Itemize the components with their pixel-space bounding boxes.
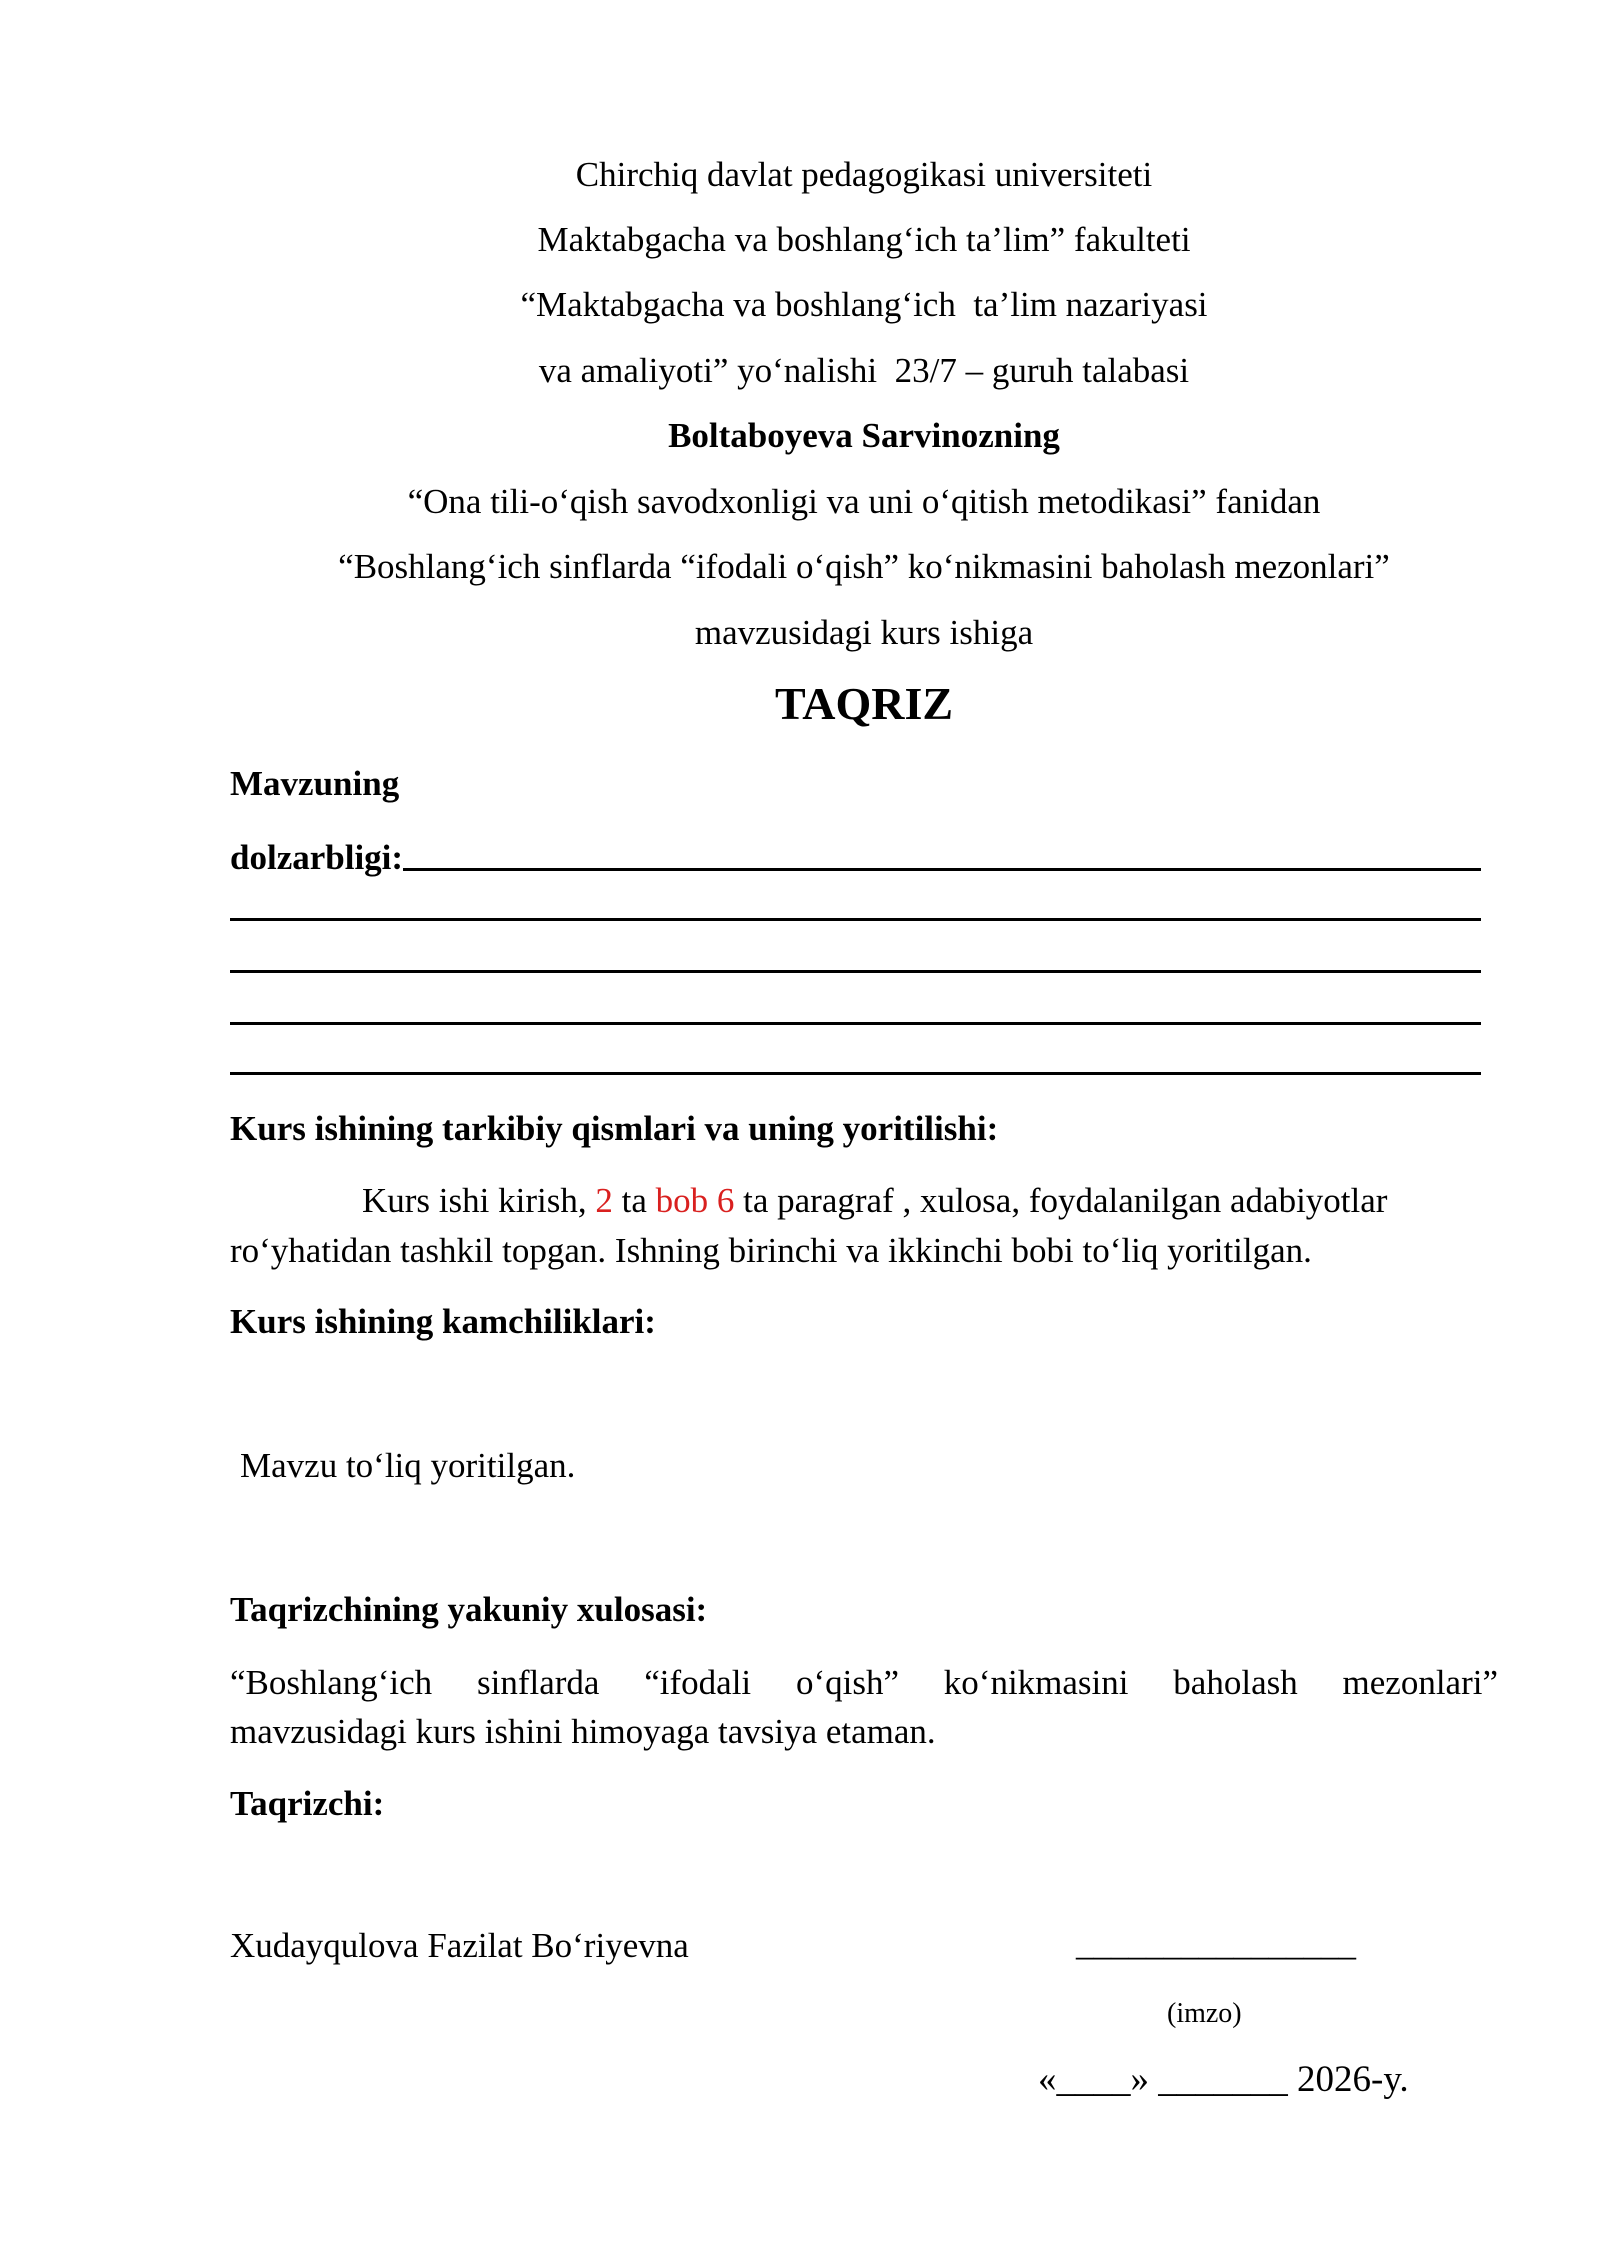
student-name: Boltaboyeva Sarvinozning xyxy=(668,416,1060,455)
signature-blank: ________________ xyxy=(1076,1924,1356,1963)
relevance-row xyxy=(230,835,1481,881)
topic-title: “Boshlang‘ich sinflarda “ifodali o‘qish” ko‘nikmasini baholash mezonlari” xyxy=(338,547,1390,586)
reviewer-name: Xudayqulova Fazilat Bo‘riyevna xyxy=(230,1926,689,1965)
program-name-line2: va amaliyoti” yo‘nalishi 23/7 – guruh talabasi xyxy=(538,351,1190,390)
conclusion-line2: mavzusidagi kurs ishini himoyaga tavsiya etaman. xyxy=(230,1712,936,1751)
relevance-label-line1: Mavzuning xyxy=(230,764,400,803)
review-date: «____» _______ 2026-y. xyxy=(1038,2059,1409,2100)
structure-text: Kurs ishi kirish, xyxy=(362,1181,596,1220)
chapter-paragraph-highlight: bob 6 xyxy=(655,1181,735,1220)
shortcomings-heading: Kurs ishining kamchiliklari: xyxy=(230,1302,656,1341)
conclusion-heading: Taqrizchining yakuniy xulosasi: xyxy=(230,1590,708,1629)
chapter-count-highlight: 2 xyxy=(595,1181,613,1220)
conclusion-line1: “Boshlang‘ich sinflarda “ifodali o‘qish” ko‘nikmasini baholash mezonlari” xyxy=(230,1663,1498,1702)
subject-name: “Ona tili-o‘qish savodxonligi va uni o‘qitish metodikasi” fanidan xyxy=(407,482,1321,521)
structure-heading: Kurs ishining tarkibiy qismlari va uning yoritilishi: xyxy=(230,1109,999,1148)
reviewer-label: Taqrizchi: xyxy=(230,1784,385,1823)
blank-line xyxy=(230,1022,1481,1025)
relevance-label-line2: dolzarbligi: xyxy=(230,838,404,877)
blank-line xyxy=(230,970,1481,973)
shortcomings-text: Mavzu to‘liq yoritilgan. xyxy=(240,1446,576,1485)
structure-text: ta paragraf , xulosa, foydalanilgan adabiyotlar xyxy=(734,1181,1388,1220)
structure-text: ta xyxy=(612,1181,656,1220)
blank-line xyxy=(230,918,1481,921)
topic-suffix: mavzusidagi kurs ishiga xyxy=(694,613,1034,652)
signature-caption: (imzo) xyxy=(1167,1998,1242,2029)
structure-paragraph-line1 xyxy=(362,1178,1387,1224)
program-name-line1: “Maktabgacha va boshlang‘ich ta’lim nazariyasi xyxy=(520,285,1208,324)
document-title: TAQRIZ xyxy=(774,678,954,729)
faculty-name: Maktabgacha va boshlang‘ich ta’lim” fakulteti xyxy=(537,220,1191,259)
structure-paragraph-line2: ro‘yhatidan tashkil topgan. Ishning birinchi va ikkinchi bobi to‘liq yoritilgan. xyxy=(230,1231,1312,1270)
blank-line xyxy=(230,1072,1481,1075)
blank-line xyxy=(403,835,1481,871)
university-name: Chirchiq davlat pedagogikasi universiteti xyxy=(575,155,1153,194)
